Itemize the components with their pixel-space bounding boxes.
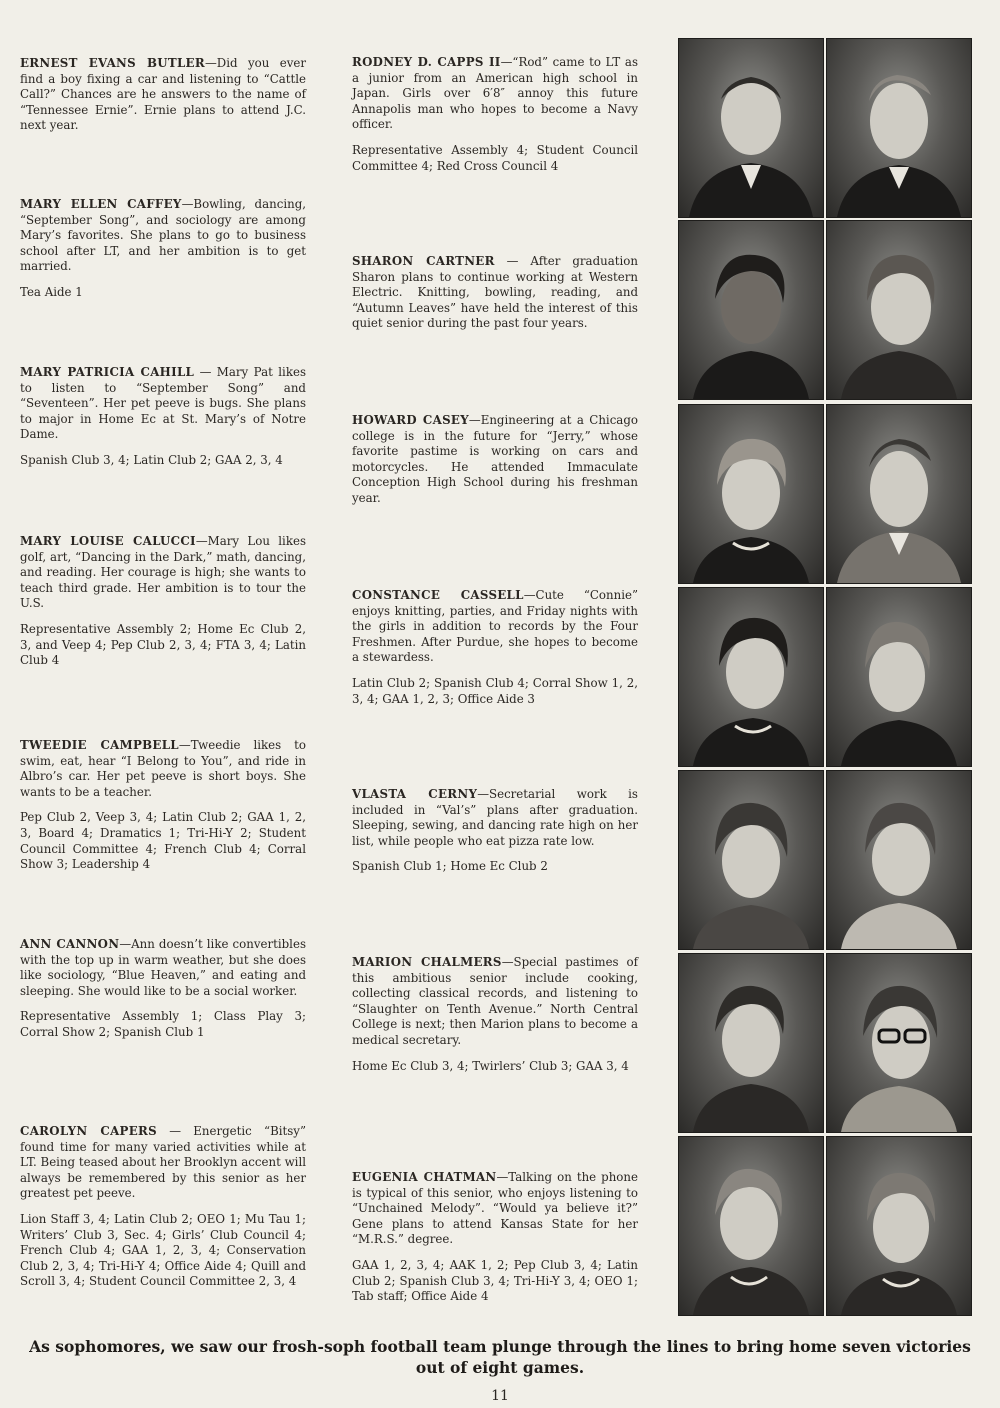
senior-portrait	[826, 404, 972, 584]
entry-bio: MARION CHALMERS—Special pastimes of this ambitious senior include cooking, collecting classical records, and listening to “Slaughter on Tenth Avenue.” North Central College is next; then Marion plans to become a medical secretary.	[352, 955, 638, 1047]
portrait-silhouette	[679, 1137, 823, 1315]
senior-name: SHARON CARTNER	[352, 254, 495, 268]
portrait-silhouette	[679, 39, 823, 217]
portrait-silhouette	[827, 405, 971, 583]
entry-bio: MARY ELLEN CAFFEY—Bowling, dancing, “September Song”, and sociology are among Mary’s favorites. She plans to go to business school after LT, and her ambition is to get married.	[20, 197, 307, 274]
senior-portrait	[678, 1136, 824, 1316]
senior-portrait	[826, 38, 972, 218]
senior-name: RODNEY D. CAPPS II	[352, 55, 501, 69]
senior-entry	[20, 365, 306, 469]
portrait-silhouette	[827, 588, 971, 766]
page-caption	[20, 1336, 980, 1378]
senior-portrait	[678, 770, 824, 950]
entry-activities: Tea Aide 1	[20, 284, 83, 299]
senior-entry	[20, 534, 306, 669]
entry-activities: Representative Assembly 2; Home Ec Club 2, 3, and Veep 4; Pep Club 2, 3, 4; FTA 3, 4; Latin Club 4	[20, 621, 306, 668]
senior-name: CONSTANCE CASSELL	[352, 588, 524, 602]
photo-row	[678, 220, 970, 398]
senior-portrait	[678, 404, 824, 584]
photo-row	[678, 38, 970, 216]
entry-activities: GAA 1, 2, 3, 4; AAK 1, 2; Pep Club 3, 4; Latin Club 2; Spanish Club 3, 4; Tri-Hi-Y 3, 4; OEO 1; Tab staff; Office Aide 4	[352, 1257, 638, 1304]
entry-bio: CONSTANCE CASSELL—Cute “Connie” enjoys knitting, parties, and Friday nights with the girls in addition to records by the Four Freshmen. After Purdue, she hopes to become a stewardess.	[352, 588, 638, 665]
senior-name: MARION CHALMERS	[352, 955, 502, 969]
senior-entry	[352, 254, 638, 332]
senior-name: TWEEDIE CAMPBELL	[20, 738, 179, 752]
portrait-silhouette	[827, 221, 971, 399]
senior-portrait	[678, 953, 824, 1133]
portrait-silhouette	[679, 954, 823, 1132]
entry-activities: Lion Staff 3, 4; Latin Club 2; OEO 1; Mu Tau 1; Writers’ Club 3, Sec. 4; Girls’ Club Council 4; French Club 4; GAA 1, 2, 3, 4; Conservation Club 2, 3, 4; Tri-Hi-Y 4; Office Aide 4; Quill and Scroll 3, 4; Student Council Committee 2, 3, 4	[20, 1211, 306, 1289]
senior-entry	[352, 588, 638, 707]
entry-activities: Spanish Club 3, 4; Latin Club 2; GAA 2, 3, 4	[20, 452, 283, 467]
caption-line: As sophomores, we saw our frosh-soph football team plunge through the lines to bring home seven victories	[29, 1337, 971, 1356]
senior-entry	[20, 1124, 306, 1290]
senior-portrait	[678, 38, 824, 218]
senior-name: CAROLYN CAPERS	[20, 1124, 157, 1138]
senior-portrait	[826, 1136, 972, 1316]
photo-row	[678, 770, 970, 948]
entry-activities: Representative Assembly 4; Student Council Committee 4; Red Cross Council 4	[352, 142, 638, 173]
senior-name: MARY PATRICIA CAHILL	[20, 365, 195, 379]
portrait-silhouette	[827, 39, 971, 217]
senior-entry	[352, 955, 638, 1074]
entry-bio: CAROLYN CAPERS — Energetic “Bitsy” found time for many varied activities while at LT. Being teased about her Brooklyn accent will always be remembered by this senior as her greatest pet peeve.	[20, 1124, 307, 1201]
senior-portrait	[678, 587, 824, 767]
entry-bio: MARY PATRICIA CAHILL — Mary Pat likes to listen to “September Song” and “Seventeen”. Her pet peeve is bugs. She plans to major in Home Ec at St. Mary’s of Notre Dame.	[20, 365, 307, 442]
entry-activities: Home Ec Club 3, 4; Twirlers’ Club 3; GAA 3, 4	[352, 1058, 629, 1073]
caption-line: out of eight games.	[415, 1358, 585, 1377]
portrait-silhouette	[827, 1137, 971, 1315]
senior-entry	[352, 413, 638, 507]
photo-row	[678, 587, 970, 765]
photo-row	[678, 953, 970, 1131]
senior-entry	[20, 738, 306, 873]
portrait-silhouette	[679, 771, 823, 949]
senior-name: EUGENIA CHATMAN	[352, 1170, 497, 1184]
portrait-silhouette	[827, 771, 971, 949]
entry-activities: Pep Club 2, Veep 3, 4; Latin Club 2; GAA 1, 2, 3, Board 4; Dramatics 1; Tri-Hi-Y 2; Student Council Committee 4; French Club 4; Corral Show 3; Leadership 4	[20, 810, 306, 872]
senior-name: MARY ELLEN CAFFEY	[20, 197, 182, 211]
senior-portrait	[826, 953, 972, 1133]
senior-name: HOWARD CASEY	[352, 413, 469, 427]
entry-bio: ERNEST EVANS BUTLER—Did you ever find a boy fixing a car and listening to “Cattle Call?” Chances are he answers to the name of “Tennessee Ernie”. Ernie plans to attend J.C. next year.	[20, 56, 306, 133]
photo-row	[678, 404, 970, 582]
portrait-silhouette	[827, 954, 971, 1132]
entry-activities: Spanish Club 1; Home Ec Club 2	[352, 859, 548, 874]
entry-bio: ANN CANNON—Ann doesn’t like convertibles with the top up in warm weather, but she does like sociology, “Blue Heaven,” and eating and sleeping. She would like to be a social worker.	[20, 937, 306, 998]
entry-activities: Representative Assembly 1; Class Play 3; Corral Show 2; Spanish Club 1	[20, 1009, 306, 1039]
senior-name: ERNEST EVANS BUTLER	[20, 56, 205, 70]
senior-entry	[20, 56, 306, 134]
senior-portrait	[826, 770, 972, 950]
senior-name: MARY LOUISE CALUCCI	[20, 534, 196, 548]
senior-name: ANN CANNON	[20, 937, 120, 951]
senior-name: VLASTA CERNY	[352, 787, 478, 801]
portrait-silhouette	[679, 588, 823, 766]
senior-entry	[20, 937, 306, 1041]
senior-entry	[352, 55, 638, 174]
entry-bio: TWEEDIE CAMPBELL—Tweedie likes to swim, eat, hear “I Belong to You”, and ride in Albro’s car. Her pet peeve is short boys. She wants to be a teacher.	[20, 738, 306, 799]
page-number: 11	[491, 1388, 509, 1404]
entry-bio: HOWARD CASEY—Engineering at a Chicago college is in the future for “Jerry,” whose favorite pastime is working on cars and motorcycles. He attended Immaculate Conception High School during his freshman year.	[352, 413, 638, 505]
entry-bio: EUGENIA CHATMAN—Talking on the phone is typical of this senior, who enjoys listening to “Unchained Melody”. “Would ya believe it?” Gene plans to attend Kansas State for her “M.R.S.” degree.	[352, 1170, 638, 1247]
entry-bio: RODNEY D. CAPPS II—“Rod” came to LT as a junior from an American high school in Japan. Girls over 6′8″ annoy this future Annapolis man who hopes to become a Navy officer.	[352, 55, 639, 132]
entry-bio: MARY LOUISE CALUCCI—Mary Lou likes golf, art, “Dancing in the Dark,” math, dancing, and reading. Her courage is high; she wants to teach third grade. Her ambition is to tour the U.S.	[20, 534, 306, 611]
entry-bio: SHARON CARTNER — After graduation Sharon plans to continue working at Western Electric. Knitting, bowling, reading, and “Autumn Leaves” have held the interest of this quiet senior during the past four years.	[352, 254, 638, 331]
senior-portrait	[826, 587, 972, 767]
portrait-silhouette	[679, 221, 823, 399]
entry-activities: Latin Club 2; Spanish Club 4; Corral Show 1, 2, 3, 4; GAA 1, 2, 3; Office Aide 3	[352, 675, 638, 706]
senior-portrait	[826, 220, 972, 400]
photo-row	[678, 1136, 970, 1314]
portrait-silhouette	[679, 405, 823, 583]
senior-entry	[352, 787, 638, 875]
senior-entry	[352, 1170, 638, 1305]
senior-entry	[20, 197, 306, 301]
senior-portrait	[678, 220, 824, 400]
entry-bio: VLASTA CERNY—Secretarial work is included in “Val’s” plans after graduation. Sleeping, sewing, and dancing rate high on her list, while people who eat pizza rate low.	[352, 787, 638, 848]
